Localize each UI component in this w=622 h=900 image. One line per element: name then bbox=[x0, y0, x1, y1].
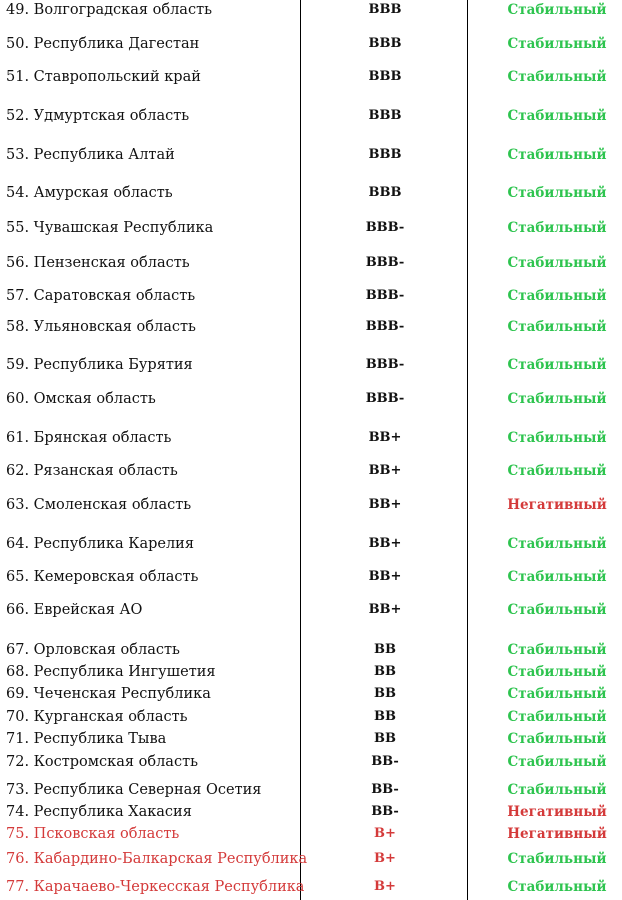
rating-outlook: Стабильный bbox=[507, 357, 607, 373]
region-name: 72. Костромская область bbox=[6, 754, 198, 770]
rating-outlook: Стабильный bbox=[507, 731, 607, 747]
region-name: 54. Амурская область bbox=[6, 185, 173, 201]
rating-outlook: Стабильный bbox=[507, 147, 607, 163]
region-name: 71. Республика Тыва bbox=[6, 731, 167, 747]
credit-rating: B+ bbox=[374, 851, 396, 866]
rating-outlook: Стабильный bbox=[507, 2, 607, 18]
rating-outlook: Стабильный bbox=[507, 851, 607, 867]
credit-rating: BB bbox=[374, 709, 396, 724]
credit-rating: BB bbox=[374, 664, 396, 679]
credit-rating: BB+ bbox=[368, 536, 402, 551]
region-name: 68. Республика Ингушетия bbox=[6, 664, 216, 680]
region-name: 66. Еврейская АО bbox=[6, 602, 143, 618]
credit-rating: BBB- bbox=[365, 357, 405, 372]
rating-outlook: Стабильный bbox=[507, 288, 607, 304]
rating-outlook: Стабильный bbox=[507, 185, 607, 201]
column-divider-right bbox=[467, 0, 468, 900]
region-name: 56. Пензенская область bbox=[6, 255, 190, 271]
rating-outlook: Стабильный bbox=[507, 255, 607, 271]
credit-rating: BB bbox=[374, 642, 396, 657]
credit-rating: B+ bbox=[374, 826, 396, 841]
region-name: 75. Псковская область bbox=[6, 826, 180, 842]
region-name: 60. Омская область bbox=[6, 391, 156, 407]
credit-rating: BBB- bbox=[365, 255, 405, 270]
region-name: 74. Республика Хакасия bbox=[6, 804, 192, 820]
credit-rating: BBB bbox=[368, 36, 402, 51]
rating-outlook: Стабильный bbox=[507, 754, 607, 770]
rating-outlook: Негативный bbox=[507, 804, 607, 820]
credit-rating: BBB- bbox=[365, 288, 405, 303]
rating-outlook: Стабильный bbox=[507, 108, 607, 124]
rating-outlook: Стабильный bbox=[507, 220, 607, 236]
region-name: 59. Республика Бурятия bbox=[6, 357, 193, 373]
region-name: 64. Республика Карелия bbox=[6, 536, 194, 552]
rating-outlook: Стабильный bbox=[507, 69, 607, 85]
credit-rating: BB+ bbox=[368, 602, 402, 617]
credit-rating: BB+ bbox=[368, 497, 402, 512]
credit-rating: BBB bbox=[368, 69, 402, 84]
credit-rating: BBB bbox=[368, 185, 402, 200]
rating-outlook: Стабильный bbox=[507, 709, 607, 725]
region-name: 50. Республика Дагестан bbox=[6, 36, 200, 52]
credit-rating: BB+ bbox=[368, 463, 402, 478]
rating-outlook: Стабильный bbox=[507, 782, 607, 798]
rating-outlook: Стабильный bbox=[507, 319, 607, 335]
region-name: 53. Республика Алтай bbox=[6, 147, 175, 163]
region-name: 69. Чеченская Республика bbox=[6, 686, 211, 702]
region-name: 55. Чувашская Республика bbox=[6, 220, 214, 236]
region-name: 73. Республика Северная Осетия bbox=[6, 782, 262, 798]
region-name: 67. Орловская область bbox=[6, 642, 180, 658]
rating-outlook: Негативный bbox=[507, 826, 607, 842]
rating-outlook: Стабильный bbox=[507, 391, 607, 407]
region-name: 61. Брянская область bbox=[6, 430, 172, 446]
region-name: 77. Карачаево-Черкесская Республика bbox=[6, 879, 305, 895]
credit-rating: BBB bbox=[368, 2, 402, 17]
credit-rating: BBB- bbox=[365, 220, 405, 235]
region-name: 76. Кабардино-Балкарская Республика bbox=[6, 851, 308, 867]
credit-rating: BB- bbox=[371, 754, 399, 769]
credit-rating: BB bbox=[374, 731, 396, 746]
column-divider-left bbox=[300, 0, 301, 900]
rating-outlook: Стабильный bbox=[507, 463, 607, 479]
rating-outlook: Стабильный bbox=[507, 36, 607, 52]
rating-outlook: Негативный bbox=[507, 497, 607, 513]
rating-outlook: Стабильный bbox=[507, 569, 607, 585]
credit-rating: BBB bbox=[368, 108, 402, 123]
region-name: 49. Волгоградская область bbox=[6, 2, 212, 18]
credit-rating: BB- bbox=[371, 782, 399, 797]
credit-rating: BBB- bbox=[365, 319, 405, 334]
region-name: 58. Ульяновская область bbox=[6, 319, 196, 335]
region-name: 51. Ставропольский край bbox=[6, 69, 201, 85]
credit-rating: BBB bbox=[368, 147, 402, 162]
rating-outlook: Стабильный bbox=[507, 664, 607, 680]
credit-rating: BB bbox=[374, 686, 396, 701]
rating-outlook: Стабильный bbox=[507, 879, 607, 895]
rating-outlook: Стабильный bbox=[507, 536, 607, 552]
credit-rating: BB- bbox=[371, 804, 399, 819]
credit-rating: BB+ bbox=[368, 430, 402, 445]
region-name: 70. Курганская область bbox=[6, 709, 188, 725]
credit-rating: BB+ bbox=[368, 569, 402, 584]
credit-rating: BBB- bbox=[365, 391, 405, 406]
region-name: 57. Саратовская область bbox=[6, 288, 196, 304]
rating-outlook: Стабильный bbox=[507, 642, 607, 658]
rating-outlook: Стабильный bbox=[507, 686, 607, 702]
region-name: 52. Удмуртская область bbox=[6, 108, 190, 124]
rating-outlook: Стабильный bbox=[507, 602, 607, 618]
region-name: 63. Смоленская область bbox=[6, 497, 192, 513]
region-name: 62. Рязанская область bbox=[6, 463, 178, 479]
rating-outlook: Стабильный bbox=[507, 430, 607, 446]
credit-rating: B+ bbox=[374, 879, 396, 894]
region-name: 65. Кемеровская область bbox=[6, 569, 199, 585]
